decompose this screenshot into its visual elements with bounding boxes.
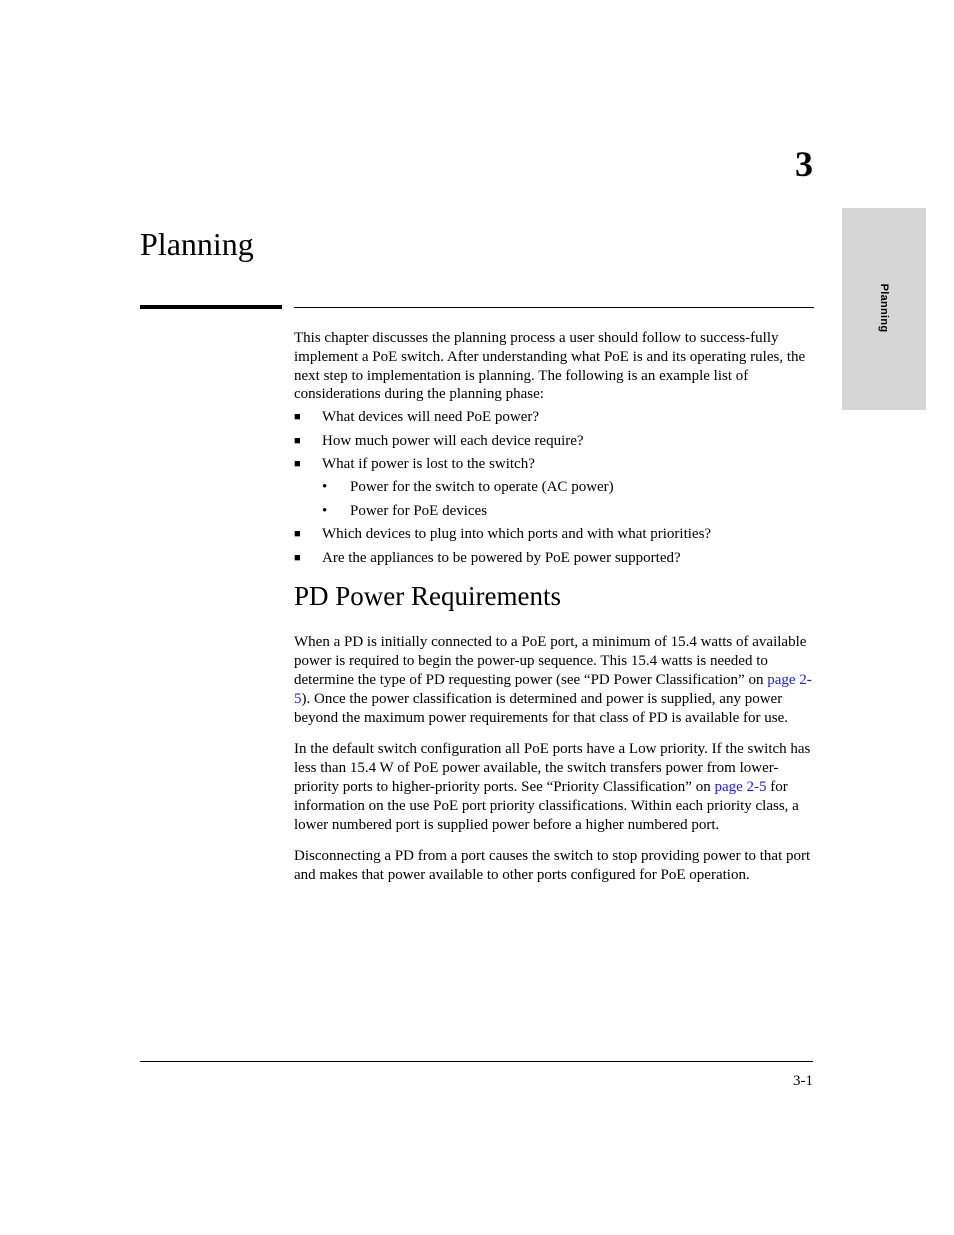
side-tab-label: Planning <box>878 283 890 333</box>
list-item-text: What if power is lost to the switch? <box>322 455 535 472</box>
title-rule-thick <box>140 305 282 309</box>
intro-paragraph: This chapter discusses the planning process a user should follow to success-fully implement a PoE switch. After understanding what PoE is and its operating rules, the next step to implementation is planning. The following is an example list of considerations during the planning phase: <box>294 330 806 403</box>
footer-rule <box>140 1061 813 1062</box>
sub-list-item <box>294 502 814 521</box>
round-bullet-icon: • <box>322 479 328 496</box>
list-item <box>294 455 814 474</box>
round-bullet-icon: • <box>322 502 328 519</box>
square-bullet-icon: ■ <box>294 551 301 564</box>
square-bullet-icon: ■ <box>294 457 301 470</box>
considerations-list <box>294 408 814 567</box>
list-item-text: Which devices to plug into which ports and with what priorities? <box>322 526 712 543</box>
list-item-text: How much power will each device require? <box>322 432 584 449</box>
pd-power-paragraph <box>294 633 814 727</box>
chapter-content <box>294 329 814 898</box>
disconnect-paragraph: Disconnecting a PD from a port causes the switch to stop providing power to that port and makes that power available to other ports configured for PoE operation. <box>294 848 811 884</box>
chapter-side-tab <box>842 208 926 410</box>
paragraph-text: ). Once the power classification is determined and power is supplied, any power beyond the maximum power requirements for that class of PD is available for use. <box>294 690 789 726</box>
title-rule-thin <box>294 307 814 308</box>
page-link[interactable]: page 2-5 <box>714 778 767 795</box>
page-link[interactable]: page 2-5 <box>294 671 812 707</box>
page-number: 3-1 <box>793 1073 813 1089</box>
list-item <box>294 525 814 544</box>
list-item <box>294 432 814 451</box>
list-item-text: Power for the switch to operate (AC power) <box>350 479 614 496</box>
list-item-text: Power for PoE devices <box>350 502 488 519</box>
priority-paragraph <box>294 740 814 834</box>
paragraph-text: In the default switch configuration all PoE ports have a Low priority. If the switch has less than 15.4 W of PoE power available, the switch transfers power from lower-priority ports to higher-priority ports. See “Priority Classification” on <box>294 741 811 795</box>
section-heading: PD Power Requirements <box>294 581 561 612</box>
list-item <box>294 408 814 427</box>
list-item <box>294 549 814 568</box>
sub-list-item <box>294 478 814 497</box>
paragraph-text: When a PD is initially connected to a PoE port, a minimum of 15.4 watts of available power is required to begin the power-up sequence. This 15.4 watts is needed to determine the type of PD requesting power (see “PD Power Classification” on <box>294 634 807 688</box>
paragraph-text: for information on the use PoE port priority classifications. Within each priority class, a lower numbered port is supplied power before a higher numbered port. <box>294 778 799 833</box>
chapter-number: 3 <box>795 144 813 184</box>
list-item-text: Are the appliances to be powered by PoE power supported? <box>322 549 681 566</box>
list-item-text: What devices will need PoE power? <box>322 409 540 426</box>
chapter-title: Planning <box>140 226 254 262</box>
square-bullet-icon: ■ <box>294 411 301 424</box>
square-bullet-icon: ■ <box>294 528 301 541</box>
square-bullet-icon: ■ <box>294 434 301 447</box>
